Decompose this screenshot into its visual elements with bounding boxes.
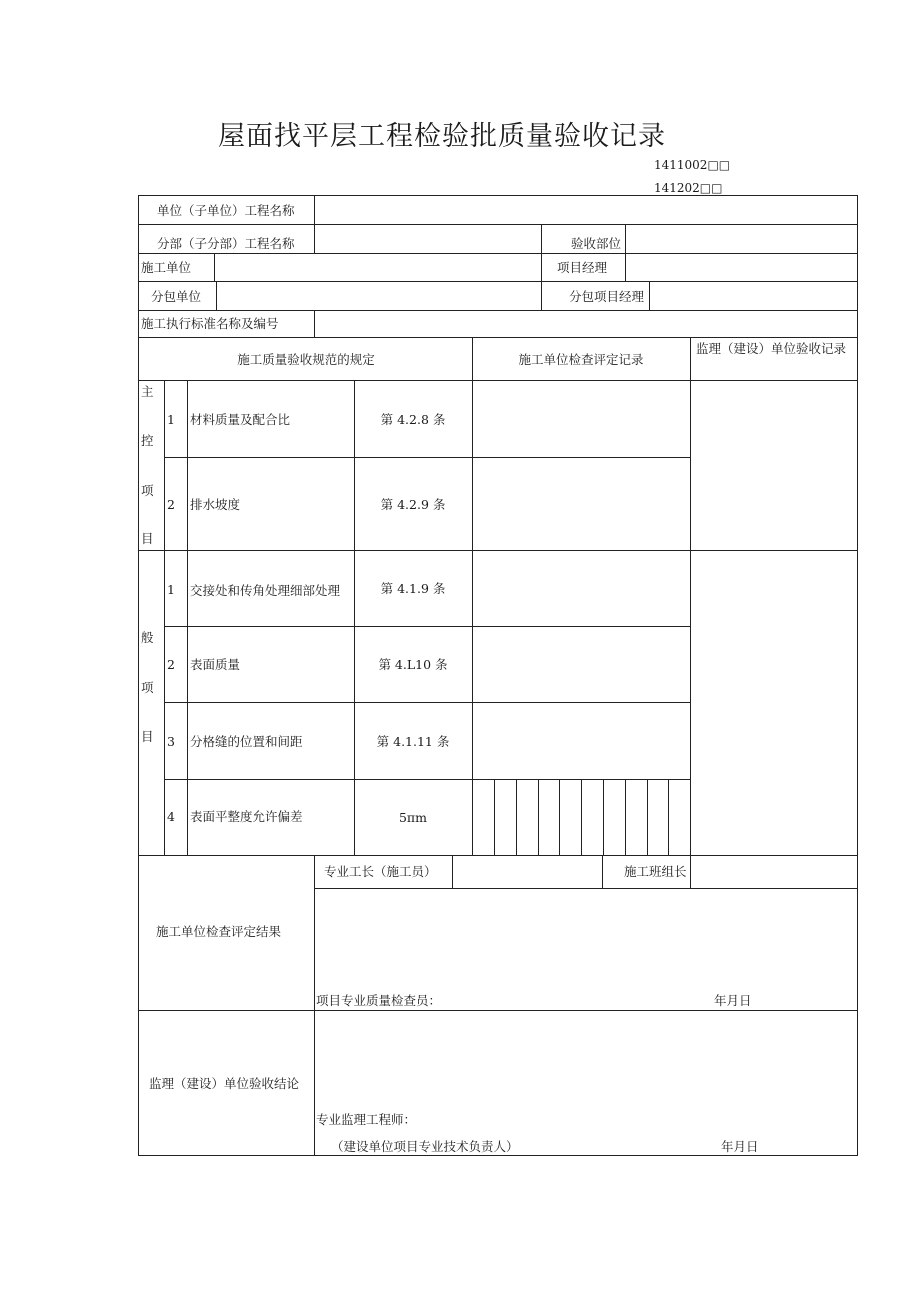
rule [603,779,604,855]
form-code-1: 1411002□□ [654,158,731,172]
item-clause: 第 4.2.9 条 [380,497,446,512]
main-group-char: 目 [141,531,154,546]
item-number: 2 [167,497,175,512]
sub-project-label: 分部（子分部）工程名称 [157,236,295,251]
rule [690,337,691,855]
rule [668,779,669,855]
rule [314,855,315,1155]
item-number: 1 [167,582,175,597]
rule [602,855,603,888]
rule [559,779,560,855]
subcontract-unit-label: 分包单位 [151,289,202,304]
item-number: 2 [167,657,175,672]
conclusion-date-label: 年月日 [721,1139,759,1154]
rule [314,196,315,224]
subcontract-manager-label: 分包项目经理 [569,289,645,304]
result-label: 施工单位检查评定结果 [156,924,282,939]
item-name: 分格缝的位置和间距 [190,734,303,749]
spec-column-header: 施工质量验收规范的规定 [237,352,375,367]
rule [452,855,453,888]
rule [139,253,857,254]
item-clause: 第 4.L10 条 [378,657,448,672]
rule [139,1010,857,1011]
rule [139,281,857,282]
main-group-char: 项 [141,483,154,498]
rule [354,380,355,855]
check-record-column-header: 施工单位检查评定记录 [518,352,644,367]
rule [314,224,315,253]
team-leader-label: 施工班组长 [624,864,687,879]
rule [625,224,626,253]
item-name: 材料质量及配合比 [190,412,291,427]
main-group-char: 控 [141,433,154,448]
standard-label: 施工执行标准名称及编号 [141,316,279,331]
rule [538,779,539,855]
rule [494,779,495,855]
rule [164,626,690,627]
rule [541,281,542,310]
rule [541,224,542,253]
item-clause: 第 4.1.11 条 [376,734,450,749]
item-name: 表面平整度允许偏差 [190,809,303,824]
page-title: 屋面找平层工程检验批质量验收记录 [218,121,666,152]
rule [472,337,473,855]
foreman-label: 专业工长（施工员） [324,864,437,879]
rule [139,380,857,381]
item-clause: 第 4.1.9 条 [380,581,446,596]
rule [164,779,690,780]
item-clause: 第 4.2.8 条 [380,412,446,427]
main-group-char: 主 [141,384,154,399]
project-manager-label: 项目经理 [557,260,608,275]
form-code-2: 141202□□ [654,181,723,195]
rule [164,380,165,855]
rule [216,281,217,310]
conclusion-label: 监理（建设）单位验收结论 [149,1076,300,1091]
result-date-label: 年月日 [714,993,752,1008]
engineer-label: 专业监理工程师： [316,1112,417,1127]
item-name: 表面质量 [190,657,241,672]
rule [649,281,650,310]
rule [581,779,582,855]
rule [187,380,188,855]
general-group-char: 般 [141,630,154,645]
rule [139,337,857,338]
unit-project-label: 单位（子单位）工程名称 [157,203,295,218]
rule [139,855,857,856]
item-number: 4 [167,809,175,824]
rule [625,253,626,281]
inspector-label: 项目专业质量检查员： [316,993,442,1008]
rule [139,550,857,551]
inspection-form-table [138,195,858,1156]
rule [139,224,857,225]
item-number: 1 [167,412,175,427]
general-group-char: 目 [141,729,154,744]
item-number: 3 [167,734,175,749]
rule [625,779,626,855]
item-clause: 5πm [398,810,428,825]
item-name: 排水坡度 [190,497,241,512]
item-name: 交接处和传角处理细部处理 [190,583,341,598]
rule [164,702,690,703]
acceptance-part-label: 验收部位 [571,236,622,251]
rule [541,253,542,281]
rule [690,855,691,888]
rule [164,457,690,458]
supervision-record-column-header: 监理（建设）单位验收记录 [696,341,847,356]
rule [314,888,857,889]
rule [314,310,315,337]
owner-label: （建设单位项目专业技术负责人） [331,1139,519,1154]
rule [647,779,648,855]
rule [516,779,517,855]
construction-unit-label: 施工单位 [141,260,192,275]
rule [214,253,215,281]
general-group-char: 项 [141,680,154,695]
rule [139,310,857,311]
